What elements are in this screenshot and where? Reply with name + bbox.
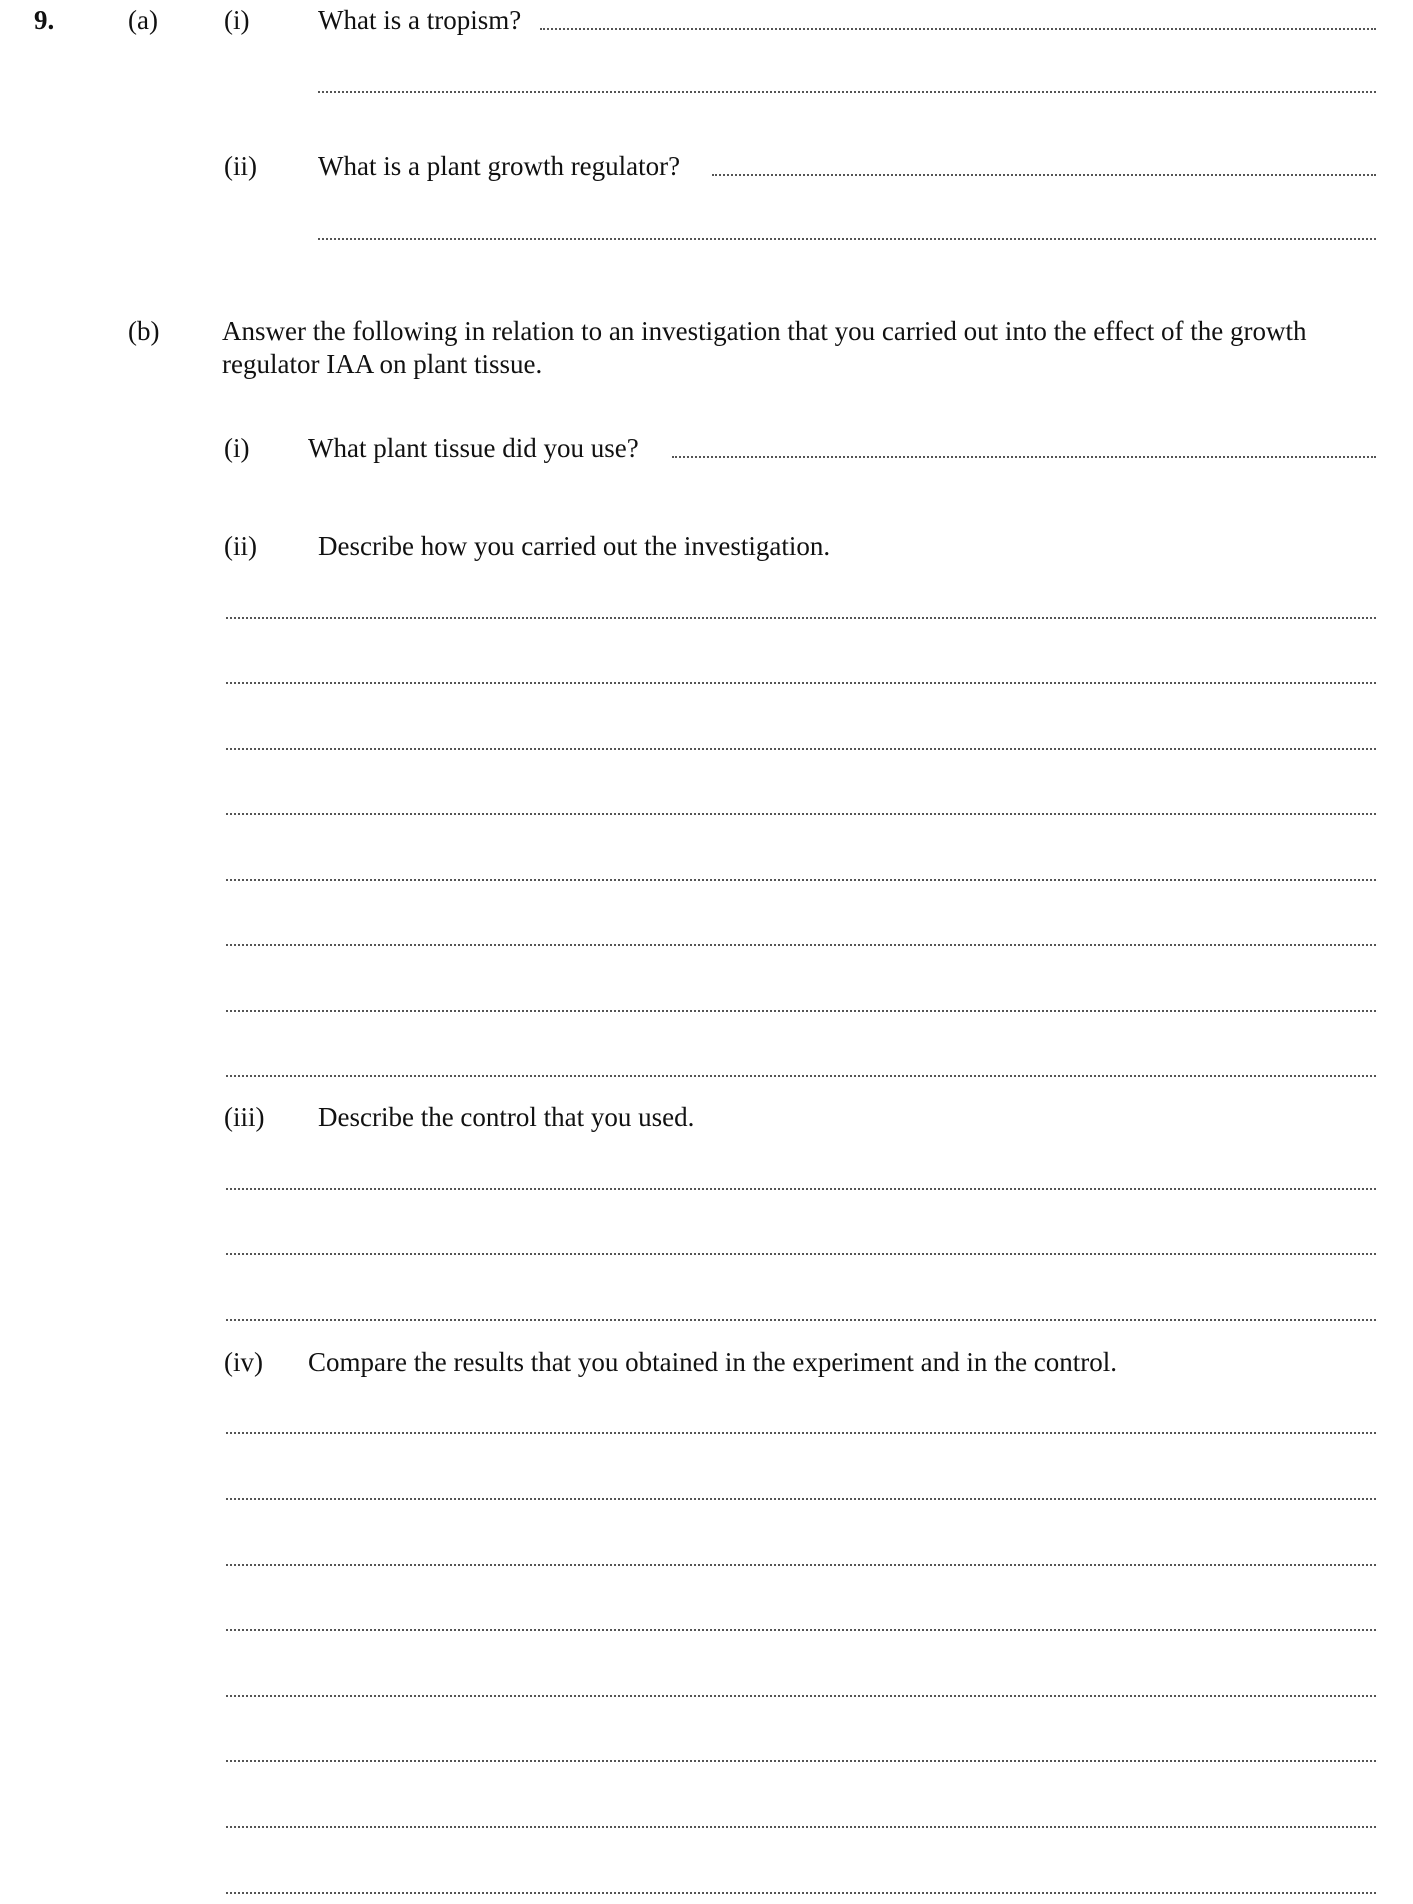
answer-line-b-ii-8[interactable] — [226, 1075, 1376, 1077]
answer-line-b-iii-3[interactable] — [226, 1319, 1376, 1321]
answer-line-b-ii-7[interactable] — [226, 1010, 1376, 1012]
b-i-label: (i) — [224, 433, 250, 463]
answer-line-b-iv-2[interactable] — [226, 1498, 1376, 1500]
part-b-label: (b) — [128, 316, 160, 346]
b-iv-label: (iv) — [224, 1347, 263, 1377]
a-i-label: (i) — [224, 5, 250, 35]
a-ii-question: What is a plant growth regulator? — [318, 151, 681, 181]
answer-line-b-iv-5[interactable] — [226, 1695, 1376, 1697]
b-ii-question: Describe how you carried out the investigation. — [318, 531, 831, 561]
answer-line-b-iv-7[interactable] — [226, 1826, 1376, 1828]
answer-line-a-i-2[interactable] — [318, 91, 1376, 93]
answer-line-b-ii-2[interactable] — [226, 682, 1376, 684]
b-ii-label: (ii) — [224, 531, 257, 561]
part-b-intro-line2: regulator IAA on plant tissue. — [222, 349, 543, 379]
answer-line-b-iv-1[interactable] — [226, 1432, 1376, 1434]
b-i-question: What plant tissue did you use? — [308, 433, 639, 463]
b-iv-question: Compare the results that you obtained in the experiment and in the control. — [308, 1347, 1118, 1377]
answer-line-b-iv-4[interactable] — [226, 1629, 1376, 1631]
part-b-intro-line1: Answer the following in relation to an investigation that you carried out into the effect of the growth — [222, 316, 1307, 346]
answer-line-b-ii-1[interactable] — [226, 617, 1376, 619]
answer-line-b-iv-6[interactable] — [226, 1760, 1376, 1762]
answer-line-b-iv-8[interactable] — [226, 1892, 1376, 1894]
part-a-label: (a) — [128, 5, 158, 35]
answer-line-b-i[interactable] — [672, 456, 1376, 458]
answer-line-b-ii-5[interactable] — [226, 879, 1376, 881]
answer-line-b-iv-3[interactable] — [226, 1564, 1376, 1566]
answer-line-a-i-1[interactable] — [540, 28, 1376, 30]
question-number: 9. — [34, 5, 55, 35]
answer-line-b-ii-6[interactable] — [226, 944, 1376, 946]
answer-line-b-iii-2[interactable] — [226, 1253, 1376, 1255]
a-ii-label: (ii) — [224, 151, 257, 181]
answer-line-b-ii-3[interactable] — [226, 748, 1376, 750]
answer-line-b-ii-4[interactable] — [226, 813, 1376, 815]
a-i-question: What is a tropism? — [318, 5, 522, 35]
answer-line-a-ii-1[interactable] — [712, 174, 1376, 176]
b-iii-label: (iii) — [224, 1102, 265, 1132]
b-iii-question: Describe the control that you used. — [318, 1102, 695, 1132]
answer-line-a-ii-2[interactable] — [318, 238, 1376, 240]
answer-line-b-iii-1[interactable] — [226, 1188, 1376, 1190]
